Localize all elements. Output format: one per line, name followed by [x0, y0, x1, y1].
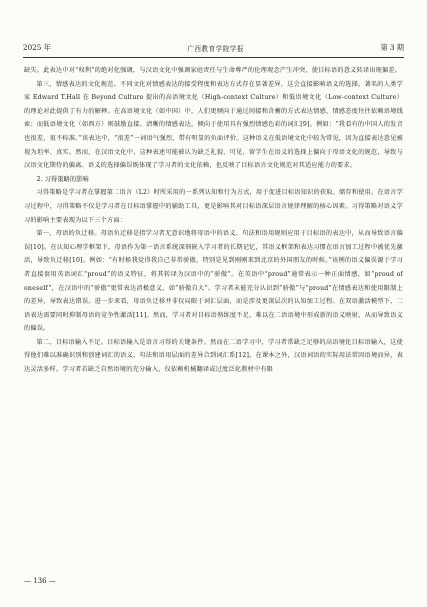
header-rule [23, 57, 404, 58]
paragraph-acquisition-strategy: 习得策略是学习者在掌握第二语言（L2）时所采用的一系列认知和行为方式，用于促进目标语知识的获取、储存和使用。在语言学习过程中，习得策略不仅是学习者在目标语掌握中的辅助工具，更是影响其对目标语深层语言规律理解的核心因素。习得策略对语义学习的影响主要表现为以下三个方面： [24, 189, 403, 224]
header-issue: 第 3 期 [380, 43, 404, 52]
header-journal-title: 广西教育学院学报 [187, 45, 244, 53]
paragraph-negative-transfer: 第一，母语的负迁移。母语负迁移是指学习者无意识地将母语中的语义、句法和语用规则应用于目标语的表达中，从而导致语言偏误[10]。在认知心理学框架下，母语作为第一语言系统深刻嵌入学习者的长期记忆，其语义框架和表达习惯在语言加工过程中被优先激活，导致负迁移[10]。例如：“有时候我觉得我自己非常骄傲，特别是见到刚刚来到北京的外国朋友的时候。”该例的语义偏误源于学习者直接套用英语词汇“proud”的语义特征，将其转译为汉语中的“骄傲”。在英语中“proud”通常表示一种正面情感，如“proud of oneself”，在汉语中的“骄傲”更常表达消极意义，如“骄傲自大”。学习者未能充分认识到“骄傲”与“proud”在情感表达和使用限制上的差异，导致表达错误。进一步来看，母语负迁移并非仅局限于词汇层面，而是涉及更深层次的认知加工过程。在双语激活模型下，二语表达需要同时抑制母语的竞争性激活[11]。然而，学习者对目标语熟练度不足，难以在二语语境中形成新的语义映射，从而导致语义的偏误。 [24, 230, 403, 333]
paragraph-continued: 缺失。此表达中对“权利”的绝对化强调，与汉语文化中强调家庭责任与生命尊严的伦理观念产生冲突，使目标语的意义转译出现偏差。 [24, 67, 402, 74]
paragraph-input-insufficient: 第二，目标语输入不足。目标语输入是语言习得的关键条件。然而在二语学习中，学习者常缺乏足够的高语境化目标语输入，这使得他们难以准确识别和创建词汇的语义、句法和语用层面的差异合到词汇系[12]。在课本之外，汉语词语的实际用法常因语境而异，表达灵活多样。学习者若缺乏自然语境的充分输入，仅依赖机械翻译或过度泛化教材中有限 [24, 338, 403, 374]
section-heading: 2. 习得策略的影响 [36, 175, 89, 183]
header-year: 2025 年 [23, 43, 51, 52]
paragraph-emotion-norms: 第三，情感表达的文化规范。不同文化对情感表达的接受程度和表达方式存在显著差异，这会直接影响语义的选择。著名的人类学家 Edward T.Hall 在 Beyond Culture 提出的高语境文化（High-context Culture）和低语境文化（Low-context Culture）的理论对此提供了有力的解释。在高语境文化（如中国）中，人们更倾向于通过间接和含蓄的方式表达情感，情感态度往往依赖语境线索；而低语境文化（如西方）则鼓励直接、清晰的情感表达，倾向于使用具有强烈情感色彩的词汇[9]。例如：“我看有的中国人的发音也很差，很不标准。”该表达中，“很差”一词语气强烈，带有明显的负面评价。这种语义在低语境文化中较为常见，因为直接表达意见被视为坦率、真实。然而，在汉语文化中，这种表述可能被认为缺乏礼貌、可见，留学生在语义的选择上偏向于母语文化的规范，导致与汉语文化期待的偏离。语义的选择偏误既体现了学习者的文化依赖，也反映了目标语言文化规范对其适应能力的要求。 [24, 80, 403, 170]
running-header [23, 40, 404, 56]
article-body [24, 64, 403, 569]
page-number: — 136 — [24, 577, 56, 585]
